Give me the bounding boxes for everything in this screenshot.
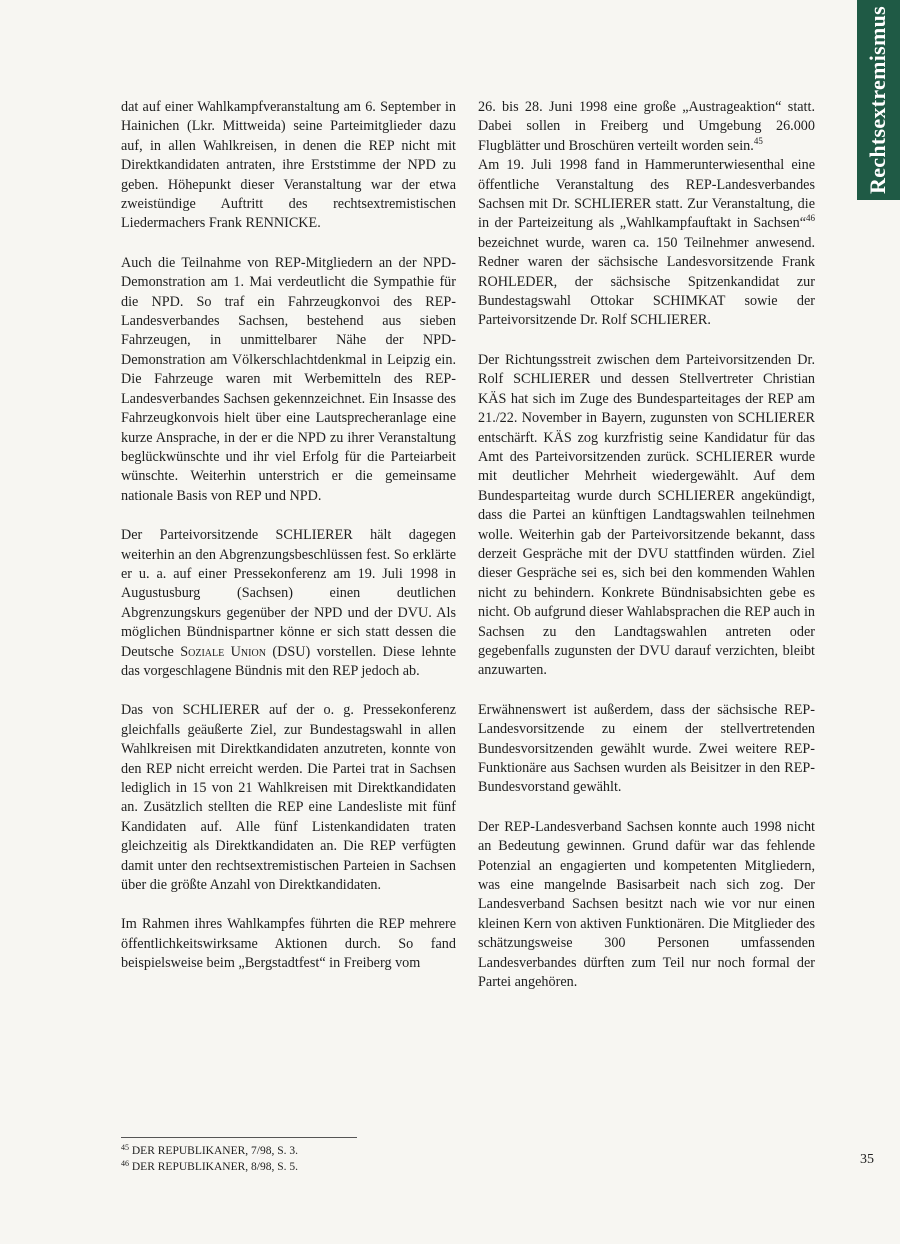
section-tab (857, 0, 900, 200)
right-paragraph-1 (478, 98, 815, 156)
right-paragraph-2-text-b: bezeichnet wurde, waren ca. 150 Teilnehmer anwesend. Redner waren der sächsische Landesvorsitzende Frank ROHLEDER, der sächsische Spitzenkandidat zur Bundestagswahl Ottokar SCHIMKAT sowie der Parteivorsitzende Dr. Rolf SCHLIERER. (478, 234, 815, 329)
right-paragraph-4: Erwähnenswert ist außerdem, dass der sächsische REP-Landesvorsitzende zu einem der stellvertretenden Bundesvorsitzenden gewählt wurde. Zwei weitere REP-Funktionäre aus Sachsen wurden als Beisitzer in den REP-Bundesvorstand gewählt. (478, 701, 815, 796)
footnote-45-number: 45 (121, 1143, 129, 1152)
left-paragraph-2: Auch die Teilnahme von REP-Mitgliedern an der NPD-Demonstration am 1. Mai verdeutlicht die Sympathie für die NPD. So traf ein Fahrzeugkonvoi des REP-Landesverbandes Sachsen, bestehend aus sieben Fahrzeugen, in unmittelbarer Nähe der NPD-Demonstration am Völkerschlachtdenkmal in Leipzig ein. Die Fahrzeuge waren mit Werbemitteln des REP-Landesverbandes Sachsen gekennzeichnet. Ein Insasse des Fahrzeugkonvois hielt über eine Lautsprecheranlage eine kurze Ansprache, in der er die NPD zu ihrer Veranstaltung beglückwünschte und ihr viel Erfolg für die Parteiarbeit wünschte. Weiterhin unterstrich er die gemeinsame nationale Basis von REP und NPD. (121, 254, 456, 504)
left-paragraph-3-text-b: (DSU) vorstellen. Diese lehnte das vorgeschlagene Bündnis mit den REP jedoch ab. (121, 643, 456, 679)
footnote-45 (121, 1143, 521, 1159)
footnote-ref-46: 46 (806, 213, 815, 224)
left-paragraph-3 (121, 526, 456, 681)
left-paragraph-3-text-a: Der Parteivorsitzende SCHLIERER hält dagegen weiterhin an den Abgrenzungsbeschlüssen fest. So erklärte er u. a. auf einer Pressekonferenz am 19. Juli 1998 in Augustusburg (Sachsen) einen deutlichen Abgrenzungskurs gegenüber der NPD und der DVU. Als möglichen Bündnispartner könne er sich statt dessen die Deutsche (121, 527, 456, 660)
footnotes (121, 1143, 521, 1175)
footnote-ref-45: 45 (753, 135, 763, 146)
right-paragraph-5: Der REP-Landesverband Sachsen konnte auch 1998 nicht an Bedeutung gewinnen. Grund dafür war das fehlende Potenzial an engagierten und kompetenten Mitgliedern, was eine mangelnde Basisarbeit nach sich zog. Der Landesverband Sachsen besitzt nach wie vor nur einen kleinen Kern von aktiven Funktionären. Die Mitglieder des schätzungsweise 300 Personen umfassenden Landesverbandes dürften zum Teil nur noch formal der Partei angehören. (478, 818, 815, 991)
right-paragraph-2 (478, 156, 815, 331)
left-paragraph-5: Im Rahmen ihres Wahlkampfes führten die REP mehrere öffentlichkeitswirksame Aktionen durch. So fand beispielsweise beim „Bergstadtfest“ in Freiberg vom (121, 916, 456, 972)
footnote-46 (121, 1159, 521, 1175)
right-paragraph-3: Der Richtungsstreit zwischen dem Parteivorsitzenden Dr. Rolf SCHLIERER und dessen Stellvertreter Christian KÄS hat sich im Zuge des Bundesparteitages der REP am 21./22. November in Bayern, zugunsten von SCHLIERER entschärft. KÄS zog kurzfristig seine Kandidatur für das Amt des Parteivorsitzenden zurück. SCHLIERER wurde mit deutlicher Mehrheit wiedergewählt. Auf dem Bundesparteitag wurde durch SCHLIERER angekündigt, dass die Partei an künftigen Landtagswahlen teilnehmen wolle. Weiterhin gab der Parteivorsitzende bekannt, dass derzeit Gespräche mit der DVU stattfinden würden. Ziel dieser Gespräche sei es, sich bei den kommenden Wahlen nicht zu behindern. Konkrete Bündnisabsichten gebe es nicht. Ob aufgrund dieser Wahlabsprachen die REP auch in Sachsen zu den Landtagswahlen antreten oder gegebenfalls zugunsten der DVU darauf verzichten, bleibt anzuwarten. (478, 351, 815, 679)
section-tab-label: Rechtsextremismus (865, 6, 890, 194)
footnote-46-number: 46 (121, 1159, 129, 1168)
left-column (121, 98, 456, 994)
footnote-46-text: DER REPUBLIKANER, 8/98, S. 5. (131, 1161, 298, 1173)
footnote-45-text: DER REPUBLIKANER, 7/98, S. 3. (131, 1145, 298, 1157)
left-paragraph-4: Das von SCHLIERER auf der o. g. Pressekonferenz gleichfalls geäußerte Ziel, zur Bundestagswahl in allen Wahlkreisen mit Direktkandidaten anzutreten, konnte von den REP nicht erreicht werden. Die Partei trat in Sachsen lediglich in 15 von 21 Wahlkreisen mit Direktkandidaten an. Zusätzlich stellten die REP eine Landesliste mit fünf Kandidaten auf. Alle fünf Listenkandidaten traten gleichzeitig als Direktkandidaten an. Die REP verfügten damit unter den rechtsextremistischen Parteien in Sachsen über die größte Anzahl von Direktkandidaten. (121, 702, 456, 894)
right-paragraph-2-text-a: Am 19. Juli 1998 fand in Hammerunterwiesenthal eine öffentliche Veranstaltung des REP-Landesverbandes Sachsen mit Dr. SCHLIERER statt. Zur Veranstaltung, die in der Parteizeitung als „Wahlkampfauftakt in Sachsen“ (478, 157, 815, 232)
right-paragraph-1-text: 26. bis 28. Juni 1998 eine große „Austrageaktion“ statt. Dabei sollen in Freiberg und Umgebung 26.000 Flugblätter und Broschüren verteilt worden sein. (478, 99, 815, 154)
footnote-divider (121, 1137, 357, 1138)
left-paragraph-1: dat auf einer Wahlkampfveranstaltung am 6. September in Hainichen (Lkr. Mittweida) seine Parteimitglieder dazu auf, in allen Wahlkreisen, in denen die REP nicht mit Direktkandidaten antraten, ihre Erststimme der NPD zu geben. Höhepunkt dieser Veranstaltung war der etwa zweistündige Auftritt des rechtsextremistischen Liedermachers Frank RENNICKE. (121, 99, 456, 232)
page-number: 35 (860, 1152, 874, 1167)
dsu-name: Soziale Union (180, 643, 266, 660)
right-column (478, 98, 815, 1012)
